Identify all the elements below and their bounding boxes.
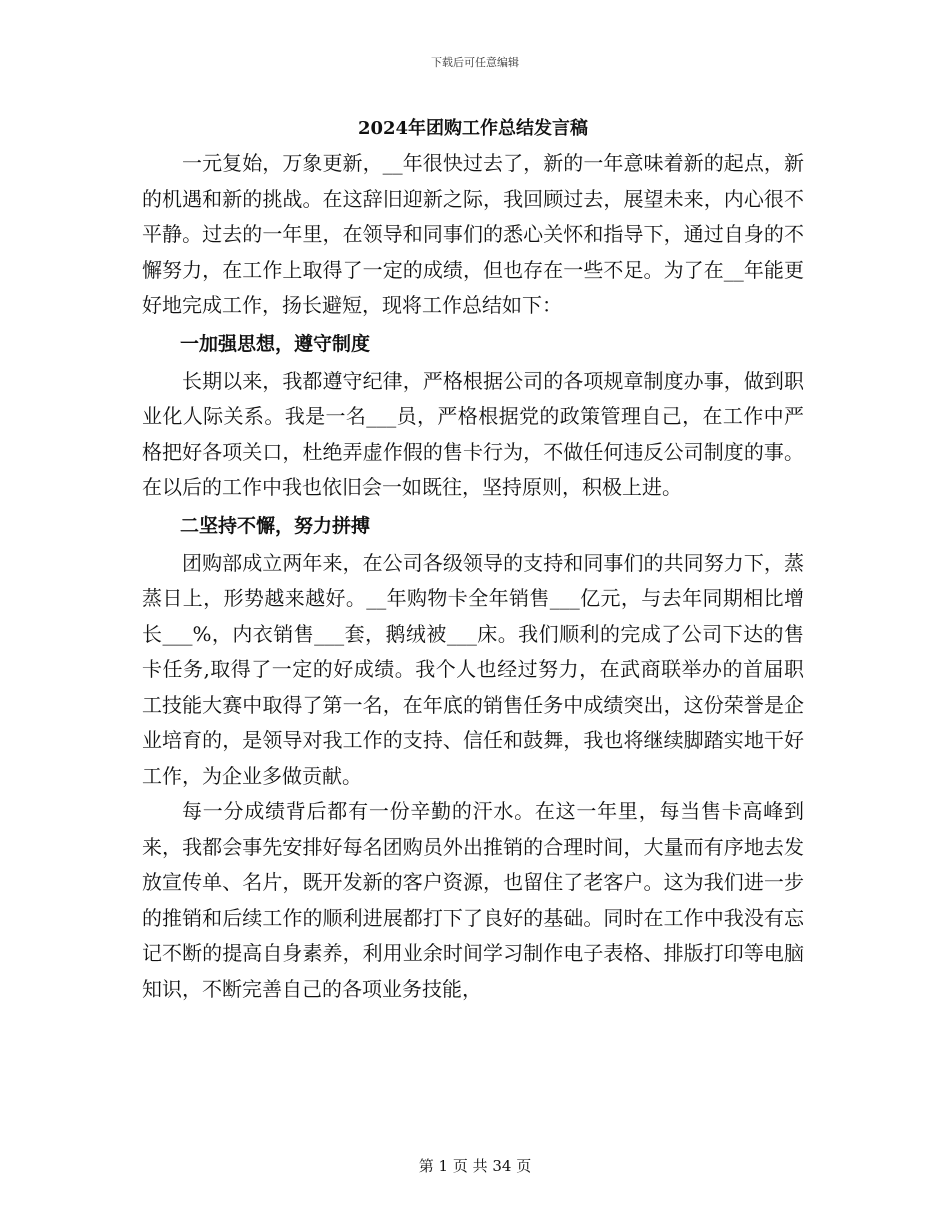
section-2-paragraph-2: 每一分成绩背后都有一份辛勤的汗水。在这一年里，每当售卡高峰到来，我都会事先安排好每名团购员外出推销的合理时间，大量而有序地去发放宣传单、名片，既开发新的客户资源，也留住了老客户。这为我们进一步的推销和后续工作的顺利进展都打下了良好的基础。同时在工作中我没有忘记不断的提高自身素养，利用业余时间学习制作电子表格、排版打印等电脑知识，不断完善自己的各项业务技能， bbox=[142, 799, 804, 1001]
section-2-paragraph-1: 团购部成立两年来，在公司各级领导的支持和同事们的共同努力下，蒸蒸日上，形势越来越好。__年购物卡全年销售___亿元，与去年同期相比增长___%，内衣销售___套，鹅绒被___床。我们顺利的完成了公司下达的售卡任务,取得了一定的好成绩。我个人也经过努力，在武商联举办的首届职工技能大赛中取得了第一名，在年底的销售任务中成绩突出，这份荣誉是企业培育的，是领导对我工作的支持、信任和鼓舞，我也将继续脚踏实地干好工作，为企业多做贡献。 bbox=[142, 550, 804, 788]
section-heading-2: 二坚持不懈，努力拼搏 bbox=[180, 514, 371, 537]
section-1-paragraph: 长期以来，我都遵守纪律，严格根据公司的各项规章制度办事，做到职业化人际关系。我是一名___员，严格根据党的政策管理自己，在工作中严格把好各项关口，杜绝弄虚作假的售卡行为，不做任何违反公司制度的事。在以后的工作中我也依旧会一如既往，坚持原则，积极上进。 bbox=[142, 368, 804, 499]
intro-paragraph: 一元复始，万象更新，__年很快过去了，新的一年意味着新的起点，新的机遇和新的挑战。在这辞旧迎新之际，我回顾过去，展望未来，内心很不平静。过去的一年里，在领导和同事们的悉心关怀和指导下，通过自身的不懈努力，在工作上取得了一定的成绩，但也存在一些不足。为了在__年能更好地完成工作，扬长避短，现将工作总结如下： bbox=[142, 151, 804, 317]
document-title: 2024年团购工作总结发言稿 bbox=[357, 118, 589, 139]
page-number-footer: 第 1 页 共 34 页 bbox=[418, 1157, 532, 1175]
page-header-note: 下载后可任意编辑 bbox=[431, 56, 519, 69]
document-body bbox=[142, 114, 804, 1007]
section-heading-1: 一加强思想，遵守制度 bbox=[180, 332, 371, 355]
